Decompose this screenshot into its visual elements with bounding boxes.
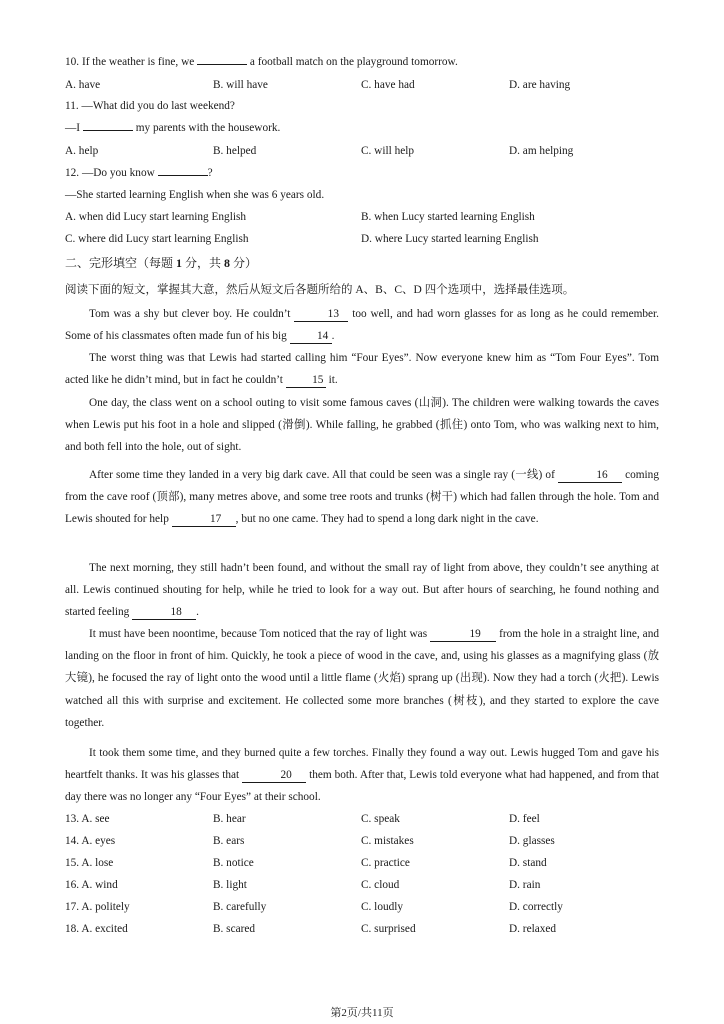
- blank-18: 18: [132, 606, 196, 620]
- cloze-option: B. light: [213, 879, 247, 891]
- cloze-option: C. mistakes: [361, 835, 414, 847]
- answer-blank: [83, 130, 133, 131]
- passage-paragraph-6: It must have been noontime, because Tom noticed that the ray of light was 19 from the hole in a straight line, and landing on the floor in front of him. Quickly, he took a piece of wood in the cave, and, using his glasses as a magnifying glass (放大镜), he focused the ray of light onto the wood until a little flame (火焰) sprang up (出现). Now they had a torch (火把). Lewis watched all this with surprise and excitement. He collected some more branches (树枝), and they started to explore the cave together.: [65, 628, 659, 729]
- cloze-option: D. relaxed: [509, 923, 557, 935]
- cloze-option: D. correctly: [509, 901, 563, 913]
- option-b: B. will have: [213, 79, 268, 91]
- cloze-option: B. notice: [213, 857, 254, 869]
- option-a: A. when did Lucy start learning English: [65, 211, 247, 223]
- option-c: C. will help: [361, 145, 415, 157]
- cloze-option: C. surprised: [361, 923, 416, 935]
- answer-blank: [158, 175, 208, 176]
- blank-20: 20: [242, 769, 306, 783]
- passage-paragraph-1: Tom was a shy but clever boy. He couldn’t 13 too well, and had worn glasses for as long as he could remember. Some of his classmates often made fun of his big 14 .: [65, 308, 659, 343]
- passage-paragraph-5: The next morning, they still hadn’t been found, and without the small ray of light from above, they couldn’t see anything at all. Lewis continued shouting for help, while he tried to look for a way out. But after hours of searching, he found nothing and started feeling 18 .: [65, 562, 659, 619]
- cloze-option: C. speak: [361, 813, 400, 825]
- option-d: D. am helping: [509, 145, 574, 157]
- blank-15: 15: [286, 374, 326, 388]
- option-a: A. have: [65, 79, 101, 91]
- option-b: B. when Lucy started learning English: [361, 211, 535, 223]
- cloze-option: B. ears: [213, 835, 245, 847]
- cloze-option: B. hear: [213, 813, 246, 825]
- cloze-option: D. rain: [509, 879, 541, 891]
- cloze-option: B. scared: [213, 923, 256, 935]
- answer-blank: [197, 64, 247, 65]
- section-instruction: 阅读下面的短文，掌握其大意，然后从短文后各题所给的 A、B、C、D 四个选项中，选择最佳选项。: [65, 284, 575, 296]
- question-12-answer: —She started learning English when she was 6 years old.: [65, 189, 325, 201]
- blank-14: 14: [290, 330, 332, 344]
- cloze-option: 14. A. eyes: [65, 835, 116, 847]
- option-d: D. where Lucy started learning English: [361, 233, 539, 245]
- cloze-option: D. stand: [509, 857, 547, 869]
- blank-19: 19: [430, 628, 496, 642]
- blank-13: 13: [294, 308, 348, 322]
- cloze-option: 18. A. excited: [65, 923, 128, 935]
- option-c: C. have had: [361, 79, 415, 91]
- blank-16: 16: [558, 469, 622, 483]
- cloze-option: D. feel: [509, 813, 540, 825]
- cloze-option: 13. A. see: [65, 813, 110, 825]
- passage-paragraph-4: After some time they landed in a very big dark cave. All that could be seen was a single ray (一线) of 16 coming from the cave roof (顶部), many metres above, and some tree roots and trunks (树干) which had fallen through the hole. Tom and Lewis shouted for help 17 , but no one came. They had to spend a long dark night in the cave.: [65, 469, 659, 526]
- cloze-option: D. glasses: [509, 835, 555, 847]
- question-12: 12. —Do you know ?: [65, 167, 213, 179]
- page-number: 第2页/共11页: [330, 1007, 394, 1019]
- cloze-option: 17. A. politely: [65, 901, 130, 913]
- question-10: 10. If the weather is fine, we a football match on the playground tomorrow.: [65, 56, 458, 68]
- question-11: 11. —What did you do last weekend?: [65, 100, 235, 112]
- section-heading: 二、完形填空（每题 1 分，共 8 分）: [65, 256, 258, 270]
- passage-paragraph-2: The worst thing was that Lewis had started calling him “Four Eyes”. Now everyone knew him as “Tom Four Eyes”. Tom acted like he didn’t mind, but in fact he couldn’t 15 it.: [65, 352, 659, 387]
- cloze-option: C. practice: [361, 857, 410, 869]
- passage-paragraph-3: One day, the class went on a school outing to visit some famous caves (山洞). The children were walking towards the caves when Lewis put his foot in a hole and slipped (滑倒). While falling, he grabbed (抓住) onto Tom, who was walking next to him, and both fell into the hole, out of sight.: [65, 397, 659, 454]
- option-c: C. where did Lucy start learning English: [65, 233, 249, 245]
- cloze-option: 16. A. wind: [65, 879, 118, 891]
- question-11-answer: —I my parents with the housework.: [65, 122, 281, 134]
- passage-paragraph-7: It took them some time, and they burned quite a few torches. Finally they found a way out. Lewis hugged Tom and gave his heartfelt thanks. It was his glasses that 20 them both. After that, Lewis told everyone what had happened, and from that day there was no longer any “Four Eyes” at their school.: [65, 747, 659, 804]
- option-b: B. helped: [213, 145, 257, 157]
- option-a: A. help: [65, 145, 99, 157]
- blank-17: 17: [172, 513, 236, 527]
- cloze-option: B. carefully: [213, 901, 267, 913]
- option-d: D. are having: [509, 79, 571, 91]
- cloze-option: C. cloud: [361, 879, 400, 891]
- cloze-option: 15. A. lose: [65, 857, 114, 869]
- cloze-option: C. loudly: [361, 901, 404, 913]
